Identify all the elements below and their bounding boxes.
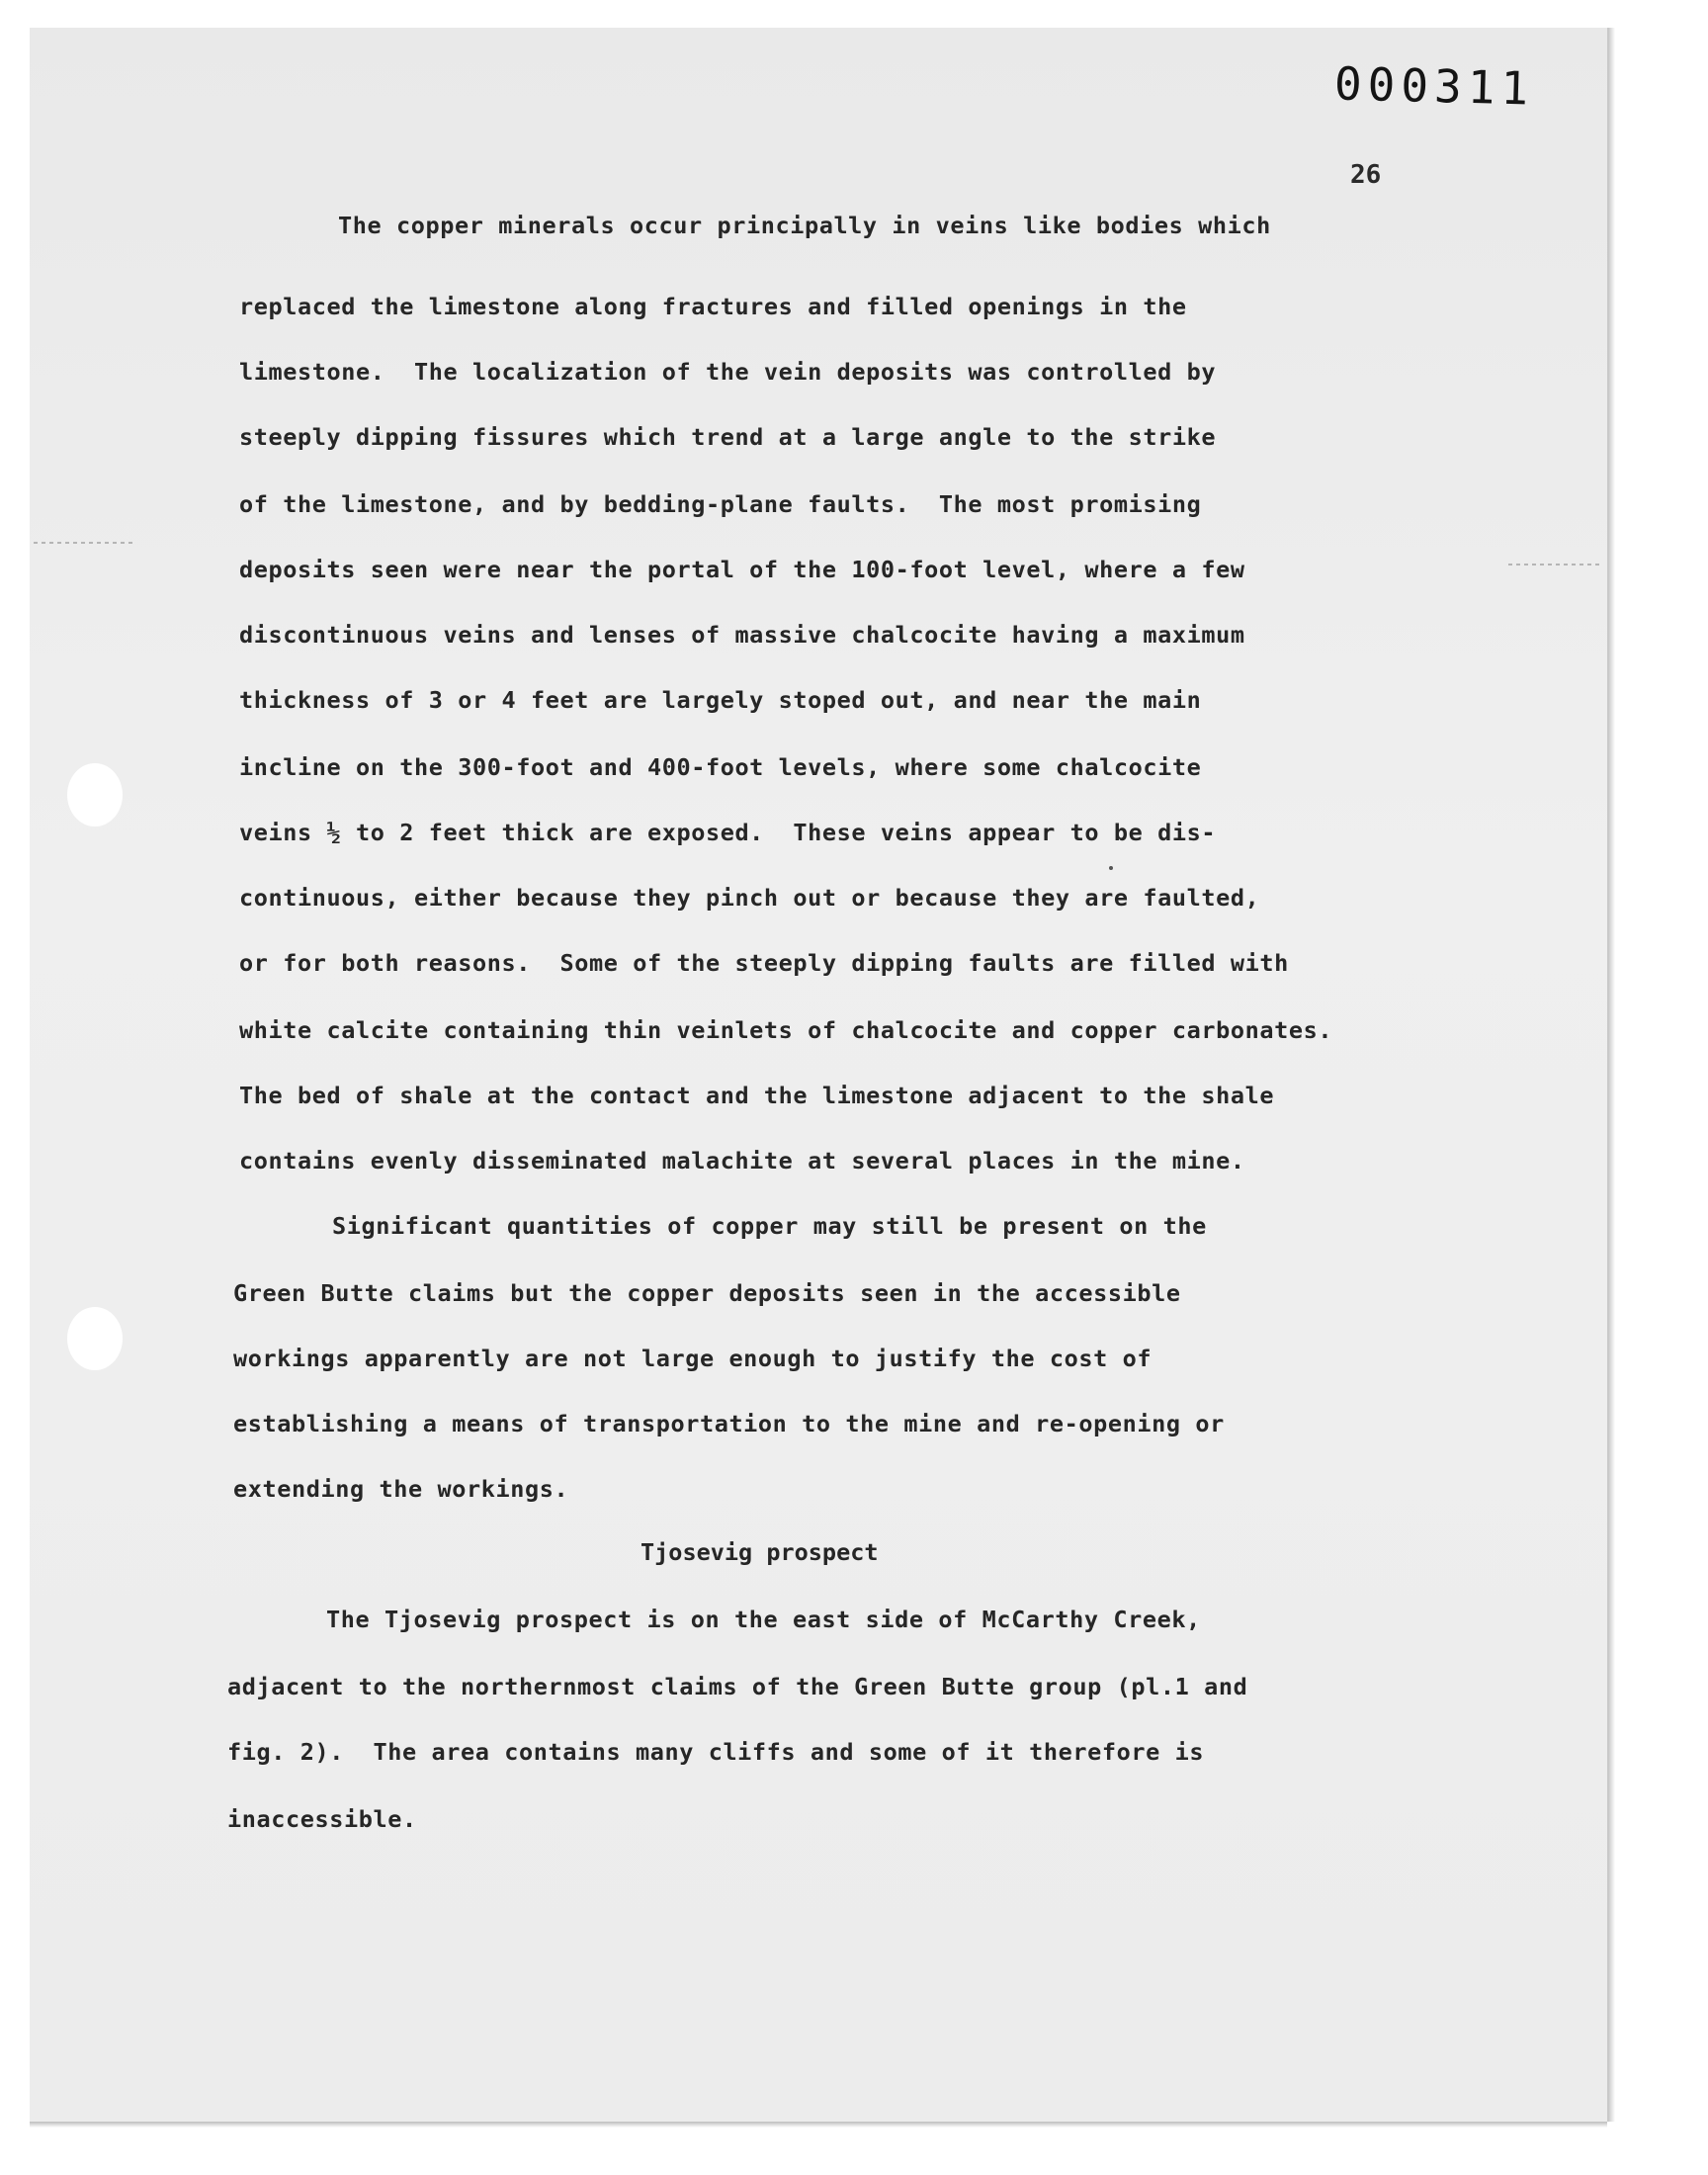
text-line: incline on the 300-foot and 400-foot levels, where some chalcocite (239, 753, 1202, 781)
text-line: inaccessible. (227, 1805, 417, 1833)
document-stamp-number: 000311 (1333, 56, 1535, 116)
punch-hole-upper (67, 763, 123, 826)
text-line: The copper minerals occur principally in veins like bodies which (338, 212, 1271, 239)
text-line: fig. 2). The area contains many cliffs and some of it therefore is (227, 1738, 1205, 1766)
text-line: veins ½ to 2 feet thick are exposed. These veins appear to be dis- (239, 819, 1217, 846)
text-line: steeply dipping fissures which trend at a large angle to the strike (239, 423, 1217, 451)
text-line: workings apparently are not large enough to justify the cost of (233, 1345, 1153, 1372)
text-line: extending the workings. (233, 1475, 569, 1503)
text-line: limestone. The localization of the vein deposits was controlled by (239, 358, 1217, 386)
page-bottom-shadow (30, 2122, 1607, 2128)
text-line: of the limestone, and by bedding-plane faults. The most promising (239, 490, 1202, 518)
scan-mark-left (34, 542, 132, 544)
text-line: or for both reasons. Some of the steeply dipping faults are filled with (239, 949, 1289, 977)
text-line: replaced the limestone along fractures and filled openings in the (239, 293, 1187, 320)
text-line: establishing a means of transportation to the mine and re-opening or (233, 1410, 1225, 1437)
text-line: white calcite containing thin veinlets of chalcocite and copper carbonates. (239, 1016, 1333, 1044)
text-line: adjacent to the northernmost claims of the Green Butte group (pl.1 and (227, 1673, 1248, 1700)
punch-hole-lower (67, 1307, 123, 1370)
page-edge-shadow (1609, 28, 1615, 2122)
text-line: contains evenly disseminated malachite at several places in the mine. (239, 1147, 1245, 1174)
text-line: The Tjosevig prospect is on the east side of McCarthy Creek, (326, 1606, 1201, 1633)
page-number: 26 (1350, 160, 1382, 190)
text-line: discontinuous veins and lenses of massive chalcocite having a maximum (239, 621, 1245, 649)
text-line: Significant quantities of copper may still be present on the (332, 1212, 1207, 1240)
ink-speck (1109, 866, 1113, 870)
section-heading: Tjosevig prospect (640, 1538, 879, 1566)
scan-mark-right (1508, 564, 1603, 566)
text-line: continuous, either because they pinch out or because they are faulted, (239, 884, 1260, 912)
text-line: thickness of 3 or 4 feet are largely stoped out, and near the main (239, 686, 1202, 714)
text-line: The bed of shale at the contact and the limestone adjacent to the shale (239, 1082, 1275, 1109)
text-line: deposits seen were near the portal of the 100-foot level, where a few (239, 556, 1245, 583)
text-line: Green Butte claims but the copper deposits seen in the accessible (233, 1279, 1181, 1307)
